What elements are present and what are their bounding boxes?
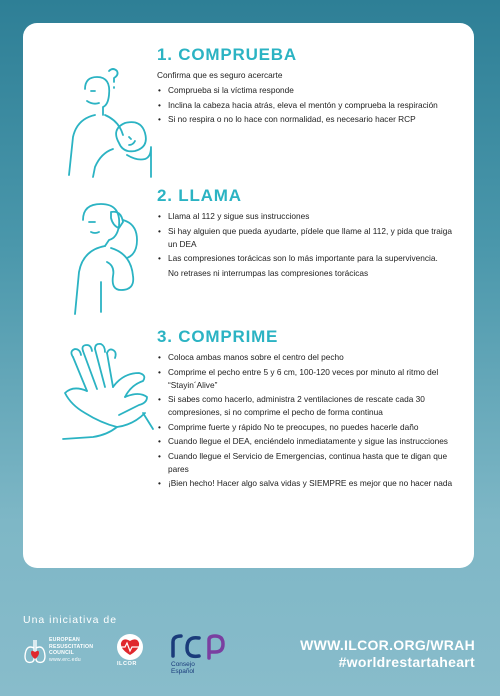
list-item: • Comprime el pecho entre 5 y 6 cm, 100-120 veces por minuto al ritmo del “Stayin´Alive”	[157, 366, 462, 392]
initiative-label: Una iniciativa de	[23, 614, 118, 626]
heart-globe-icon	[115, 632, 145, 662]
bullet-list	[157, 84, 462, 126]
erc-lungs-icon	[23, 636, 47, 666]
rcp-name: Consejo Español	[171, 661, 195, 675]
list-item: • Llama al 112 y sigue sus instrucciones	[157, 210, 462, 223]
rcp-logo[interactable]	[169, 630, 229, 680]
erc-logo[interactable]	[23, 630, 103, 680]
partner-logos	[23, 630, 253, 680]
rcp-lettermark-icon	[169, 630, 225, 660]
section-note: No retrases ni interrumpas las compresiones torácicas	[168, 267, 369, 278]
ilcor-name: ILCOR	[117, 661, 137, 667]
section-intro: Confirma que es seguro acercarte	[157, 70, 283, 80]
list-item: • Coloca ambas manos sobre el centro del pecho	[157, 351, 462, 364]
instruction-card	[23, 23, 474, 568]
bullet-list	[157, 351, 462, 490]
list-item: • Cuando llegue el DEA, enciéndelo inmediatamente y sigue las instrucciones	[157, 435, 462, 448]
checking-person-icon	[43, 51, 163, 181]
erc-name: EUROPEAN RESUSCITATION COUNCIL www.erc.edu	[49, 637, 94, 663]
campaign-hashtag: #worldrestartaheart	[338, 654, 475, 670]
website-link[interactable]: WWW.ILCOR.ORG/WRAH	[300, 637, 475, 653]
list-item: • Las compresiones torácicas son lo más importante para la supervivencia.	[157, 252, 462, 265]
list-item: • Si hay alguien que pueda ayudarte, pídele que llame al 112, y pida que traiga un DEA	[157, 225, 462, 251]
ilcor-logo[interactable]	[111, 630, 151, 680]
section-heading: 1. COMPRUEBA	[157, 45, 297, 64]
list-item: • Comprueba si la víctima responde	[157, 84, 462, 97]
list-item: • Cuando llegue el Servicio de Emergencias, continua hasta que te digan que pares	[157, 450, 462, 476]
list-item: • Comprime fuerte y rápido No te preocupes, no puedes hacerle daño	[157, 421, 462, 434]
erc-url: www.erc.edu	[49, 656, 81, 663]
bullet-list	[157, 210, 462, 265]
list-item: • Si no respira o no lo hace con normalidad, es necesario hacer RCP	[157, 113, 462, 126]
section-heading: 2. LLAMA	[157, 186, 242, 205]
hands-compression-icon	[43, 327, 163, 457]
phone-call-icon	[43, 190, 163, 320]
list-item: • Inclina la cabeza hacia atrás, eleva el mentón y comprueba la respiración	[157, 99, 462, 112]
section-heading: 3. COMPRIME	[157, 327, 279, 346]
list-item: • Si sabes como hacerlo, administra 2 ventilaciones de rescate cada 30 compresiones, si no comprime el pecho de forma continua	[157, 393, 462, 419]
list-item: • ¡Bien hecho! Hacer algo salva vidas y SIEMPRE es mejor que no hacer nada	[157, 477, 462, 490]
